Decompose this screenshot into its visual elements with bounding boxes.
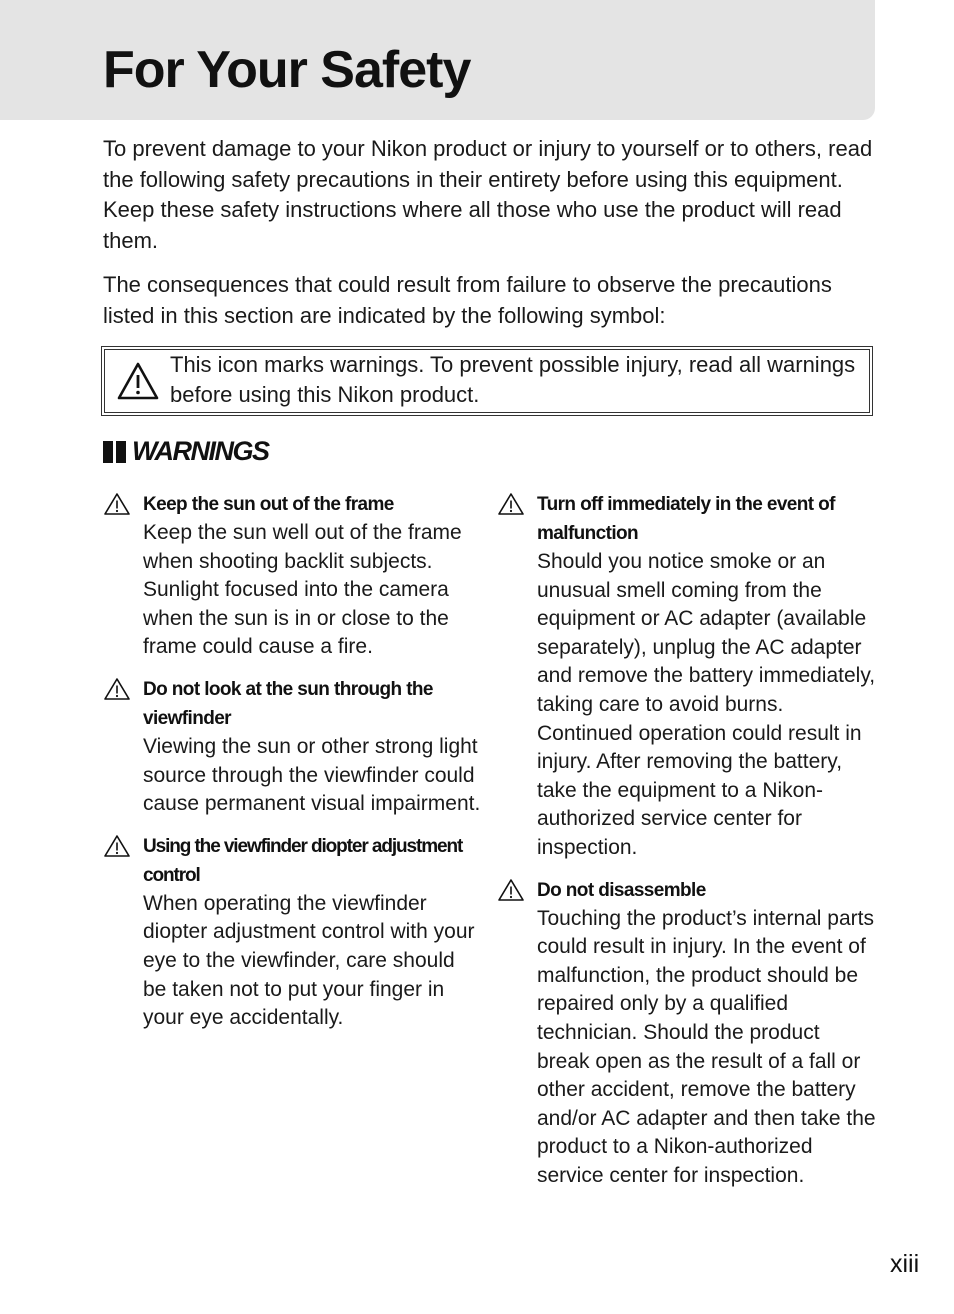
warning-triangle-icon bbox=[497, 492, 525, 516]
section-heading-text: WARNINGS bbox=[132, 436, 269, 466]
warning-title: Turn off immediately in the event of malfunction bbox=[537, 494, 835, 544]
section-heading bbox=[103, 436, 269, 467]
warning-triangle-icon bbox=[497, 878, 525, 902]
warning-body: Keep the sun well out of the frame when shooting backlit subjects. Sunlight focused into the camera when the sun is in or close to the frame could cause a fire. bbox=[143, 521, 462, 659]
page-title: For Your Safety bbox=[103, 41, 471, 99]
warning-body: When operating the viewfinder diopter adjustment control with your eye to the viewfinder, care should be taken not to put your finger in your eye accidentally. bbox=[143, 891, 475, 1030]
warning-item bbox=[103, 832, 483, 1033]
warning-item bbox=[497, 876, 877, 1191]
warning-triangle-icon bbox=[103, 677, 131, 701]
warning-body: Should you notice smoke or an unusual smell coming from the equipment or AC adapter (available separately), unplug the AC adapter and remove the battery immediately, taking care to avoid burns. Continued operation could result in injury. After removing the battery, take the equipment to a Nikon-authorized service center for inspection. bbox=[537, 550, 876, 859]
warning-item bbox=[103, 675, 483, 819]
notice-text: This icon marks warnings. To prevent possible injury, read all warnings before using this Nikon product. bbox=[170, 352, 856, 407]
heading-marker-icon bbox=[103, 441, 126, 463]
warning-triangle-icon bbox=[103, 834, 131, 858]
warnings-column-left bbox=[103, 490, 483, 1046]
warning-title: Using the viewfinder diopter adjustment control bbox=[143, 835, 463, 886]
warning-triangle-icon bbox=[116, 361, 160, 401]
warning-body: Touching the product’s internal parts could result in injury. In the event of malfunction, the product should be repaired only by a qualified technician. Should the product break open as the result of a fall or other accident, remove the battery and/or AC adapter and then take the product to a Nikon-authorized service center for inspection. bbox=[537, 906, 876, 1187]
warning-triangle-icon bbox=[103, 492, 131, 516]
warning-notice-box bbox=[101, 346, 873, 416]
warning-body: Viewing the sun or other strong light source through the viewfinder could cause permanent visual impairment. bbox=[143, 734, 481, 816]
intro-paragraph: To prevent damage to your Nikon product or injury to yourself or to others, read the following safety precautions in their entirety before using this equipment. Keep these safety instructions where all those who use the product will read them. bbox=[103, 136, 873, 253]
warning-item bbox=[103, 490, 483, 662]
warning-title: Do not look at the sun through the viewfinder bbox=[143, 678, 433, 729]
warnings-column-right bbox=[497, 490, 877, 1203]
warning-item bbox=[497, 490, 877, 863]
intro-paragraph: The consequences that could result from failure to observe the precautions listed in this section are indicated by the following symbol: bbox=[103, 272, 832, 328]
warning-title: Do not disassemble bbox=[537, 879, 706, 901]
page-number: xiii bbox=[890, 1250, 920, 1278]
warning-title: Keep the sun out of the frame bbox=[143, 494, 394, 515]
